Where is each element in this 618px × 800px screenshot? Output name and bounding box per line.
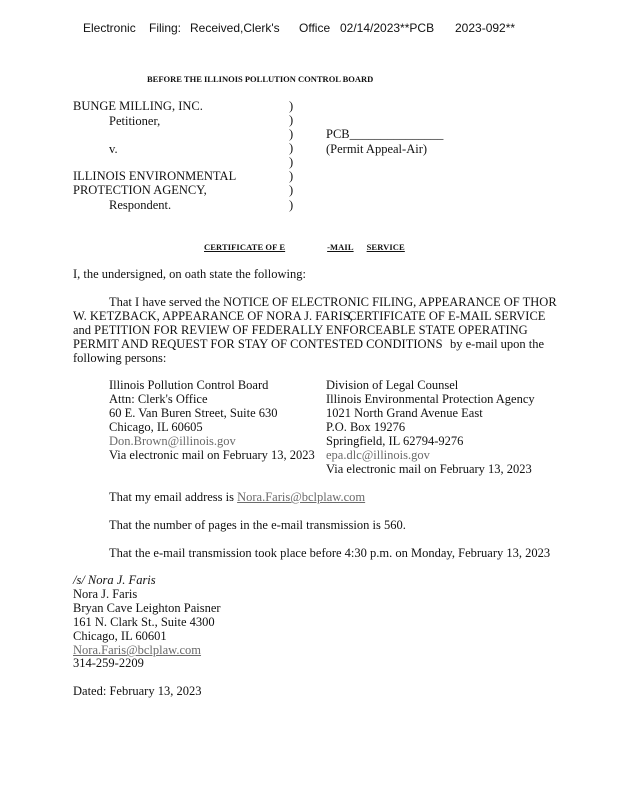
header-word: Electronic	[83, 21, 136, 35]
signer-name: Nora J. Faris	[73, 587, 138, 601]
service-line: CERTIFICATE OF E-MAIL SERVICE	[348, 309, 546, 323]
via-date: February 13, 2023	[439, 462, 532, 476]
pages-statement	[109, 518, 406, 533]
dated-line	[73, 684, 201, 699]
signer-phone: 314-259-2209	[73, 656, 144, 670]
time-statement-label: That the e-mail transmission took place before 4:30 p.m. on	[109, 546, 408, 560]
pages-statement-label: That the number of pages in the e-mail transmission is	[109, 518, 381, 532]
header-date-case: 02/14/2023**PCB	[340, 21, 435, 35]
pcb-line	[326, 127, 443, 142]
caption-paren: )	[289, 155, 294, 169]
recipient-email[interactable]: epa.dlc@illinois.gov	[326, 448, 430, 462]
pcb-blank: _______________	[349, 127, 444, 141]
e-signature	[73, 573, 175, 588]
caption-paren: )	[289, 141, 294, 155]
email-statement	[109, 490, 365, 505]
e-signature-text: /s/ Nora J. Faris	[73, 573, 156, 587]
pcb-label: PCB	[326, 127, 350, 141]
signer-city: Chicago, IL 60601	[73, 629, 167, 643]
recipient-street: 60 E. Van Buren Street, Suite 630	[109, 406, 278, 420]
caption-paren: )	[289, 183, 294, 197]
header-word: Office	[299, 21, 331, 35]
email-statement-label: That my email address is	[109, 490, 234, 504]
recipient-attn: Attn: Clerk's Office	[109, 392, 208, 406]
sender-email-link[interactable]: Nora.Faris@bclplaw.com	[237, 490, 366, 504]
petitioner-role: Petitioner,	[109, 114, 161, 128]
certificate-title-part: CERTIFICATE OF E	[204, 242, 286, 252]
recipient-via	[109, 448, 315, 463]
page-count: 560.	[383, 518, 406, 532]
signer-email-link[interactable]: Nora.Faris@bclplaw.com	[73, 643, 202, 657]
recipient-street: 1021 North Grand Avenue East	[326, 406, 483, 420]
via-date: February 13, 2023	[222, 448, 315, 462]
caption-paren: )	[289, 127, 294, 141]
service-line: W. KETZBACK, APPEARANCE OF NORA J. FARIS,	[73, 309, 353, 323]
recipient-agency: Illinois Environmental Protection Agency	[326, 392, 535, 406]
caption-paren: )	[289, 113, 294, 127]
caption-paren: )	[289, 99, 294, 113]
certificate-title	[204, 242, 427, 252]
respondent-name-line2: PROTECTION AGENCY,	[73, 183, 207, 197]
recipient-name: Division of Legal Counsel	[326, 378, 459, 392]
recipient-city: Springfield, IL 62794-9276	[326, 434, 464, 448]
service-line: and PETITION FOR REVIEW OF FEDERALLY ENFORCEABLE STATE OPERATING	[73, 323, 528, 337]
certificate-title-part: SERVICE	[366, 242, 405, 252]
petitioner-name: BUNGE MILLING, INC.	[73, 99, 203, 113]
via-label: Via electronic mail on	[109, 448, 220, 462]
signer-street: 161 N. Clark St., Suite 4300	[73, 615, 215, 629]
header-case-number: 2023-092**	[455, 21, 516, 35]
recipient-name: Illinois Pollution Control Board	[109, 378, 269, 392]
service-line: That I have served the NOTICE OF ELECTRONIC FILING, APPEARANCE OF THOR	[109, 295, 557, 309]
case-type: (Permit Appeal-Air)	[326, 142, 428, 156]
intro-statement: I, the undersigned, on oath state the following:	[73, 267, 306, 281]
service-line: by e-mail upon the	[450, 337, 545, 351]
recipient-box: P.O. Box 19276	[326, 420, 406, 434]
service-line: PERMIT AND REQUEST FOR STAY OF CONTESTED CONDITIONS	[73, 337, 443, 351]
header-word: Received,Clerk's	[190, 21, 280, 35]
caption-paren: )	[289, 169, 294, 183]
header-word: Filing:	[149, 21, 182, 35]
respondent-role: Respondent.	[109, 198, 172, 212]
versus: v.	[109, 142, 118, 156]
dated-label: Dated:	[73, 684, 107, 698]
service-line: following persons:	[73, 351, 167, 365]
recipient-city: Chicago, IL 60605	[109, 420, 203, 434]
certificate-title-part: -MAIL	[327, 242, 354, 252]
transmission-date: Monday, February 13, 2023	[411, 546, 551, 560]
board-title: BEFORE THE ILLINOIS POLLUTION CONTROL BOARD	[147, 74, 374, 84]
caption-paren: )	[289, 198, 294, 212]
dated-value: February 13, 2023	[109, 684, 202, 698]
signer-firm: Bryan Cave Leighton Paisner	[73, 601, 221, 615]
via-label: Via electronic mail on	[326, 462, 437, 476]
recipient-via	[326, 462, 532, 477]
respondent-name-line1: ILLINOIS ENVIRONMENTAL	[73, 169, 237, 183]
recipient-email[interactable]: Don.Brown@illinois.gov	[109, 434, 236, 448]
time-statement	[109, 546, 550, 561]
